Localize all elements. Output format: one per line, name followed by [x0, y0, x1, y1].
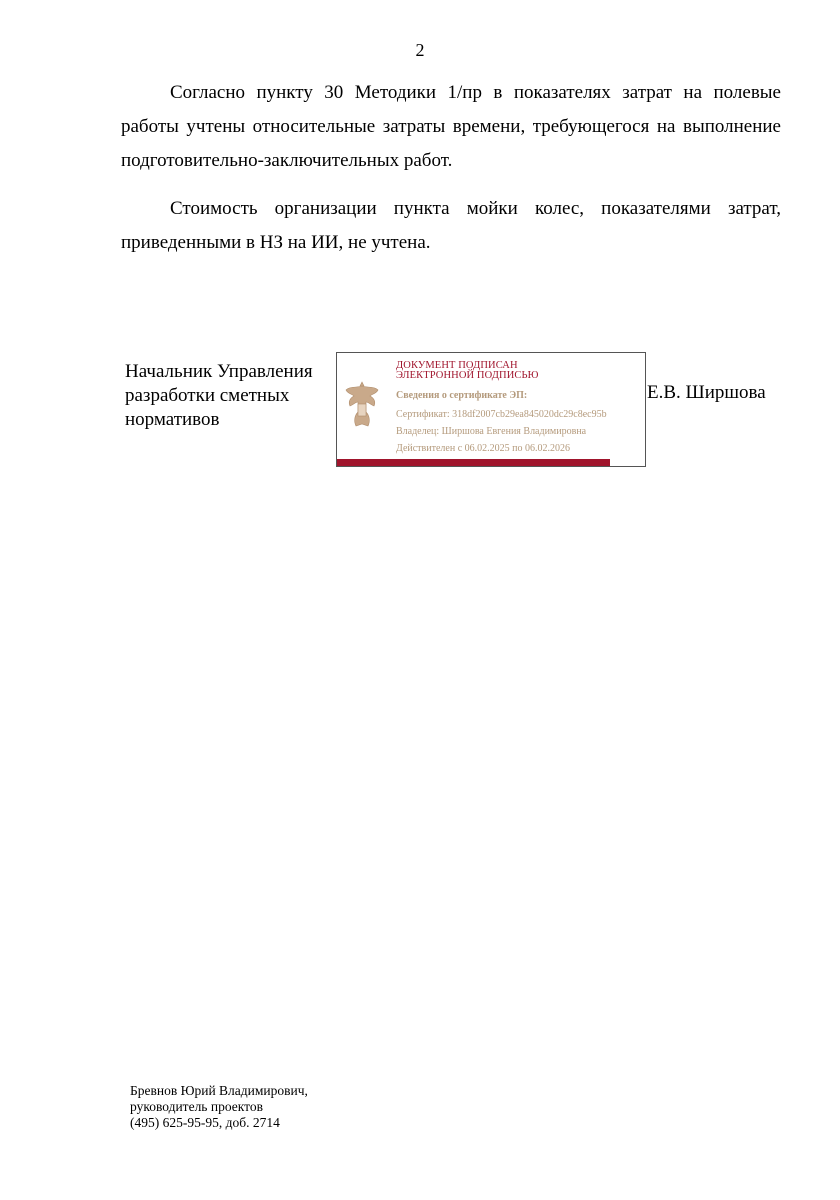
coat-of-arms-icon — [342, 378, 382, 430]
executor-phone: (495) 625-95-95, доб. 2714 — [130, 1115, 280, 1130]
signatory-position-line: нормативов — [125, 409, 220, 430]
paragraph-wheel-wash: Стоимость организации пункта мойки колес, показателями затрат, приведенными в НЗ на ИИ, не учтена. — [121, 198, 781, 253]
stamp-owner: Владелец: Ширшова Евгения Владимировна — [396, 426, 587, 437]
signatory-name: Е.В. Ширшова — [647, 382, 766, 403]
stamp-title — [396, 361, 539, 381]
stamp-validity: Действителен с 06.02.2025 по 06.02.2026 — [396, 443, 570, 454]
paragraph-methodology: Согласно пункту 30 Методики 1/пр в показателях затрат на полевые работы учтены относительные затраты времени, требующегося на выполнение подготовительно-заключительных работ. — [121, 82, 781, 171]
stamp-title-line: ДОКУМЕНТ ПОДПИСАН — [396, 360, 518, 371]
signature-block — [125, 360, 785, 470]
electronic-signature-stamp — [336, 352, 646, 467]
signatory-position-line: разработки сметных — [125, 385, 290, 406]
page-number: 2 — [415, 40, 425, 60]
executor-role: руководитель проектов — [130, 1099, 263, 1114]
executor-name: Бревнов Юрий Владимирович, — [130, 1083, 308, 1098]
stamp-title-line: ЭЛЕКТРОННОЙ ПОДПИСЬЮ — [396, 370, 539, 381]
executor-footer — [130, 1083, 308, 1131]
signatory-position — [125, 360, 330, 432]
stamp-heading: Сведения о сертификате ЭП: — [396, 390, 528, 401]
stamp-accent-bar — [337, 459, 610, 466]
body-text — [121, 76, 781, 274]
stamp-certificate: Сертификат: 318df2007cb29ea845020dc29c8ec95b — [396, 409, 607, 420]
signatory-position-line: Начальник Управления — [125, 361, 313, 382]
